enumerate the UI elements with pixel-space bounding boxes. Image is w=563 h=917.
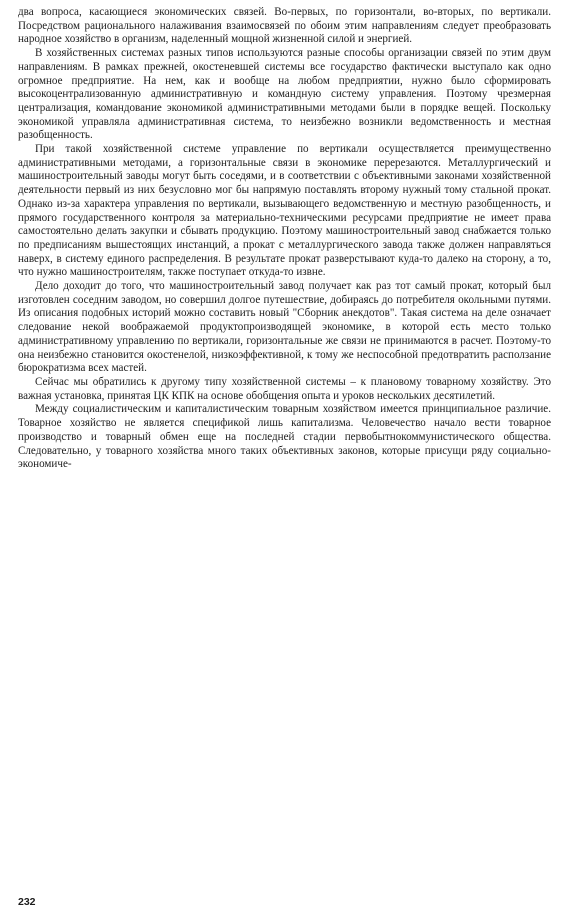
page-number: 232 [18,896,36,908]
paragraph: Между социалистическим и капиталистическим товарным хозяйством имеется принципиальное различие. Товарное хозяйство не является спецификой лишь капитализма. Человечество начало вести товарное производство и товарный обмен еще на последней стадии первобытнокоммунистического общества. Следовательно, у товарного хозяйства много таких объективных законов, которые присущи ряду социально-экономиче- [18,403,551,471]
paragraph: В хозяйственных системах разных типов используются разные способы организации связей по этим двум направлениям. В рамках прежней, окостеневшей системы все государство фактически выступало как одно огромное предприятие. На нем, как и вообще на любом предприятии, нужно было сформировать высокоцентрализованную административную и командную систему управления. Поэтому чрезмерная централизация, командование экономикой административными методами были в порядке вещей. Поскольку экономикой управляла административная система, то неизбежно возникли ведомственность и местная разобщенность. [18,47,551,142]
paragraph: Сейчас мы обратились к другому типу хозяйственной системы – к плановому товарному хозяйству. Это важная установка, принятая ЦК КПК на основе обобщения опыта и уроков нескольких десятилетий. [18,375,551,402]
paragraph: Дело доходит до того, что машиностроительный завод получает как раз тот самый прокат, который был изготовлен соседним заводом, но совершил долгое путешествие, добираясь до потребителя окольными путями. Из описания подобных историй можно составить новый "Сборник анекдотов". Такая система на деле означает следование некой воображаемой продуктопроизводящей экономике, в которой есть место только административному управлению по вертикали, горизонтальные же связи не принимаются в расчет. Поэтому-то она неизбежно становится окостенелой, низкоэффективной, к тому же неспособной предотвратить расползание бюрократизма всех мастей. [18,280,551,375]
paragraph-continuation: два вопроса, касающиеся экономических связей. Во-первых, по горизонтали, во-вторых, по вертикали. Посредством рационального налаживания взаимосвязей по обоим этим направлениям следует преобразовать народное хозяйство в организм, наделенный мощной жизненной силой и энергией. [18,6,551,46]
paragraph: При такой хозяйственной системе управление по вертикали осуществляется преимущественно административными методами, а горизонтальные связи в экономике перерезаются. Металлургический и машиностроительный заводы могут быть соседями, и в соответствии с объективными законами хозяйственной деятельности первый из них безусловно мог бы напрямую поставлять второму нужный тому стальной прокат. Однако из-за характера управления по вертикали, вызывающего ведомственную и местную разобщенность, и прямого государственного контроля за материально-техническими ресурсами предприятие не имеет права самостоятельно делать закупки и сбывать продукцию. Поэтому машиностроительный завод снабжается только по предписаниям вышестоящих инстанций, а прокат с металлургического завода также должен направляться наверх, в систему единого распределения. В результате прокат разверстывают куда-то далеко на сторону, а то, что нужно машиностроителям, также поступает откуда-то извне. [18,143,551,279]
